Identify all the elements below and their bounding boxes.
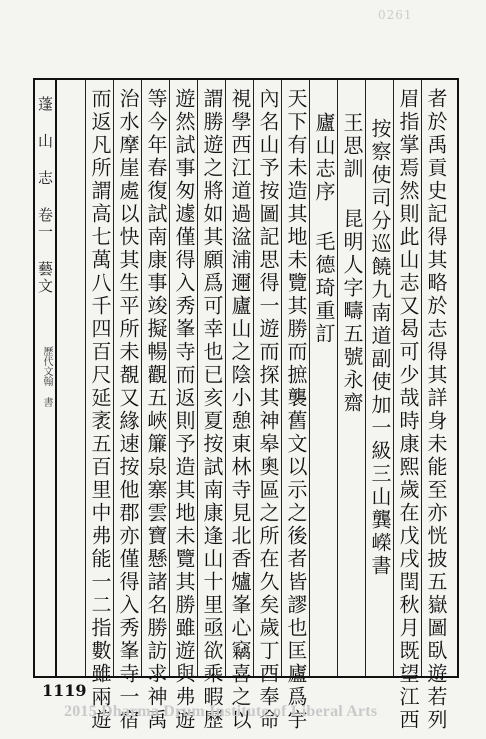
page-stamp: 0261 [378,8,413,22]
text-column: 內名山予按圖記思得一遊而探其神皋奧區之所在久矣歲丁酉奉命 [256,88,280,732]
text-column: 眉指掌焉然則此山志又曷可少哉時康熙歲在戊戌閏秋月既望江西 [396,88,420,732]
column-rule [309,80,310,676]
page-number: 1119 [42,681,87,700]
column-rule [421,80,422,676]
column-rule [281,80,282,676]
text-column: 者於禹貢史記得其略於志得其詳身未能至亦恍披五嶽圖臥遊若列 [424,88,448,732]
column-rule [113,80,114,676]
column-rule [141,80,142,676]
text-column: 視學西江道過湓浦邇廬山之陰小憩東林寺見北香爐峯心竊喜之以 [228,88,252,732]
author-line: 王思訓 昆明人字疇五號永齋 [340,112,364,415]
column-rule [197,80,198,676]
column-rule [169,80,170,676]
column-rule [393,80,394,676]
text-column: 等今年春復試南康事竣擬暢觀五峽簾泉寨雲寶懸諸名勝訪求神禹 [144,88,168,732]
column-rule [337,80,338,676]
text-column: 按察使司分巡饒九南道副使加一級三山龔嶸書 [368,118,392,578]
column-rule [365,80,366,676]
watermark: 2015 Dharma Drum Institute of Liberal Arts [64,703,378,720]
text-column: 而返凡所謂高七萬八千四百尺延袤五百里中弗能一二指數雖兩遊 [88,88,112,732]
text-column: 謂勝遊之將如其願爲可幸也已亥夏按試南康逢山十里亟欲乘暇歷 [200,88,224,732]
text-column: 遊然試事匆遽僅得入秀峯寺而返則予造其地未覽其勝雖遊與弗遊 [172,88,196,732]
column-rule [253,80,254,676]
text-column: 天下有未造其地未覽其勝而摭襲舊文以示之後者皆謬也匡廬爲宇 [284,88,308,732]
section-title: 廬山志序 毛德琦重訂 [312,112,336,346]
column-rule [85,80,86,676]
column-rule [225,80,226,676]
text-column: 治水摩崖處以快其生平所未覩又緣速按他郡亦僅得入秀峯寺一宿 [116,88,140,732]
gutter-title: 蓬 山 志 卷一 藝文 [36,96,54,295]
gutter-subtitle: 歷代文翰 書 [41,346,52,407]
